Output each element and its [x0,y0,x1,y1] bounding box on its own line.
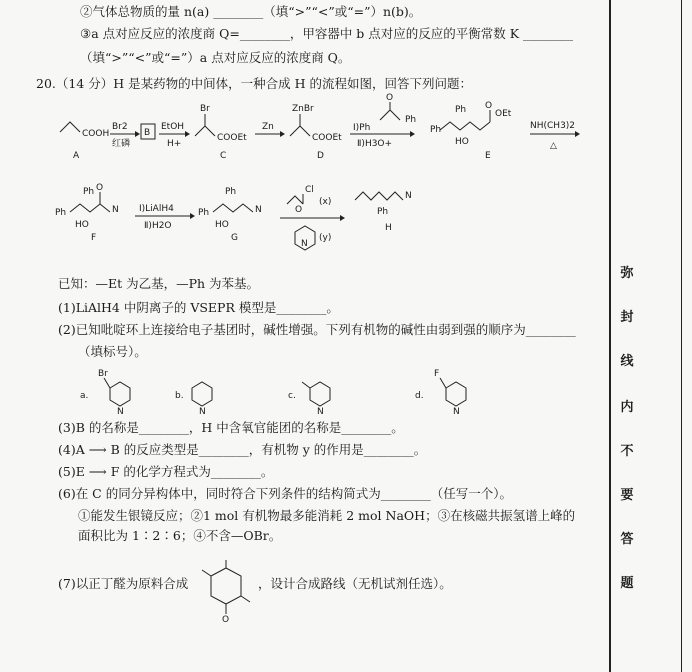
svg-text:N: N [405,191,412,201]
q20-part6-conditions: ①能发生银镜反应；②1 mol 有机物最多能消耗 2 mol NaOH；③在核磁共振氢谱上峰的 [78,508,576,523]
svg-text:Ⅰ)Ph: Ⅰ)Ph [353,123,371,133]
svg-text:ZnBr: ZnBr [292,104,314,114]
svg-text:O: O [295,205,303,215]
svg-text:EtOH: EtOH [161,122,185,132]
option-c [288,382,330,417]
svg-text:D: D [317,151,324,161]
svg-text:OEt: OEt [495,109,512,119]
option-a [80,369,130,417]
margin-char-1: 弥 [620,266,634,281]
q19-line4: （填“>”“<”或“=”）a 点对应反应的浓度商 Q。 [80,50,351,65]
svg-text:A: A [73,151,80,161]
margin-char-8: 题 [620,576,634,591]
svg-text:N: N [199,407,206,417]
svg-text:(y): (y) [319,233,332,243]
svg-text:NH(CH3)2: NH(CH3)2 [530,121,576,131]
scheme-row2 [55,182,455,257]
svg-text:COOH: COOH [82,129,110,139]
svg-text:(x): (x) [319,197,332,207]
svg-text:H: H [385,223,392,233]
svg-text:N: N [317,407,324,417]
arrow-7 [280,185,345,250]
margin-char-7: 答 [620,532,634,547]
svg-text:F: F [434,369,440,379]
compound-b-box [141,124,155,139]
svg-text:O: O [96,183,104,193]
svg-text:N: N [117,407,124,417]
svg-text:H+: H+ [167,139,182,149]
molecule-d [290,104,342,161]
q20-part7-tail: ，设计合成路线（无机试剂任选）。 [258,576,452,591]
svg-text:O: O [386,93,394,103]
margin-char-6: 要 [620,488,634,503]
pyridine-options [70,368,590,418]
svg-text:N: N [301,239,308,249]
svg-text:HO: HO [455,137,469,147]
svg-text:C: C [220,151,227,161]
svg-text:Ph: Ph [455,105,467,115]
arrow-3 [255,122,285,137]
svg-text:N: N [453,407,460,417]
arrow-5 [530,121,580,151]
margin-char-4: 内 [620,400,634,415]
svg-text:O: O [222,615,230,625]
q20-part4: (4)A ⟶ B 的反应类型是________，有机物 y 的作用是________。 [58,442,427,457]
svg-text:E: E [485,151,491,161]
svg-text:Br2: Br2 [112,122,128,132]
q20-part6: (6)在 C 的同分异构体中，同时符合下列条件的结构简式为________（任写一个）。 [58,486,512,501]
svg-text:COOEt: COOEt [312,133,342,143]
q19-line2: ②气体总物质的量 n(a) ________（填“>”“<”或“=”）n(b)。 [80,4,422,19]
page-edge-line [681,0,682,672]
svg-text:Ph: Ph [430,125,442,135]
svg-text:Zn: Zn [262,122,274,132]
svg-text:Ⅰ)LiAlH4: Ⅰ)LiAlH4 [139,204,174,214]
q20-part6-conditions-cont: 面积比为 1∶2∶6；④不含—OBr。 [78,528,282,543]
svg-text:O: O [485,101,493,111]
svg-text:Ph: Ph [198,208,210,218]
svg-text:Ph: Ph [405,115,417,125]
svg-text:Ⅱ)H3O+: Ⅱ)H3O+ [357,139,393,149]
molecule-h [355,191,412,233]
svg-text:N: N [255,205,262,215]
molecule-c [195,104,247,161]
option-d [415,369,466,417]
q20-part7: (7)以正丁醛为原料合成 [58,576,189,591]
svg-text:红磷: 红磷 [112,139,131,149]
svg-text:Ph: Ph [377,207,389,217]
svg-text:Br: Br [200,104,210,114]
arrow-2 [159,122,190,149]
svg-text:c.: c. [288,391,296,401]
q20-part5: (5)E ⟶ F 的化学方程式为________。 [58,464,274,479]
svg-text:b.: b. [175,391,184,401]
margin-char-3: 线 [620,354,634,369]
svg-text:Cl: Cl [305,185,314,195]
arrow-1 [110,122,140,149]
q20-part1: (1)LiAlH4 中阴离子的 VSEPR 模型是________。 [58,300,339,315]
svg-text:Ph: Ph [225,187,237,197]
svg-text:N: N [112,205,119,215]
svg-text:△: △ [550,141,557,151]
svg-text:Ph: Ph [55,208,67,218]
q20-header: 20.（14 分）H 是某药物的中间体，一种合成 H 的流程如图，回答下列问题： [36,76,472,91]
svg-text:a.: a. [80,391,89,401]
svg-text:d.: d. [415,391,424,401]
q20-part2: (2)已知吡啶环上连接给电子基团时，碱性增强。下列有机物的碱性由弱到强的顺序为________ [58,322,576,337]
svg-text:Ⅱ)H2O: Ⅱ)H2O [144,221,172,231]
svg-text:COOEt: COOEt [217,133,247,143]
svg-text:HO: HO [215,220,229,230]
margin-char-2: 封 [620,310,634,325]
q20-part2-hint: （填标号）。 [78,344,147,359]
svg-text:Ph: Ph [83,187,95,197]
svg-text:Br: Br [98,369,108,379]
svg-text:F: F [91,233,97,243]
svg-text:G: G [231,233,238,243]
svg-text:HO: HO [75,220,89,230]
molecule-g [198,187,262,243]
svg-text:B: B [144,128,151,138]
molecule-e [430,101,512,161]
q20-part3: (3)B 的名称是________，H 中含氧官能团的名称是________。 [58,420,404,435]
q20-known: 已知：—Et 为乙基，—Ph 为苯基。 [58,276,260,291]
option-b [175,382,212,417]
arrow-4 [350,93,416,149]
margin-char-5: 不 [620,444,634,459]
binding-line [609,0,611,672]
molecule-a [60,122,109,161]
molecule-f [55,183,119,243]
q19-line3: ③a 点对应反应的浓度商 Q=________，甲容器中 b 点对应的反应的平衡常数 K ________ [80,26,574,41]
scheme-row1 [55,93,655,175]
arrow-6 [135,204,195,231]
target-molecule [196,556,256,626]
